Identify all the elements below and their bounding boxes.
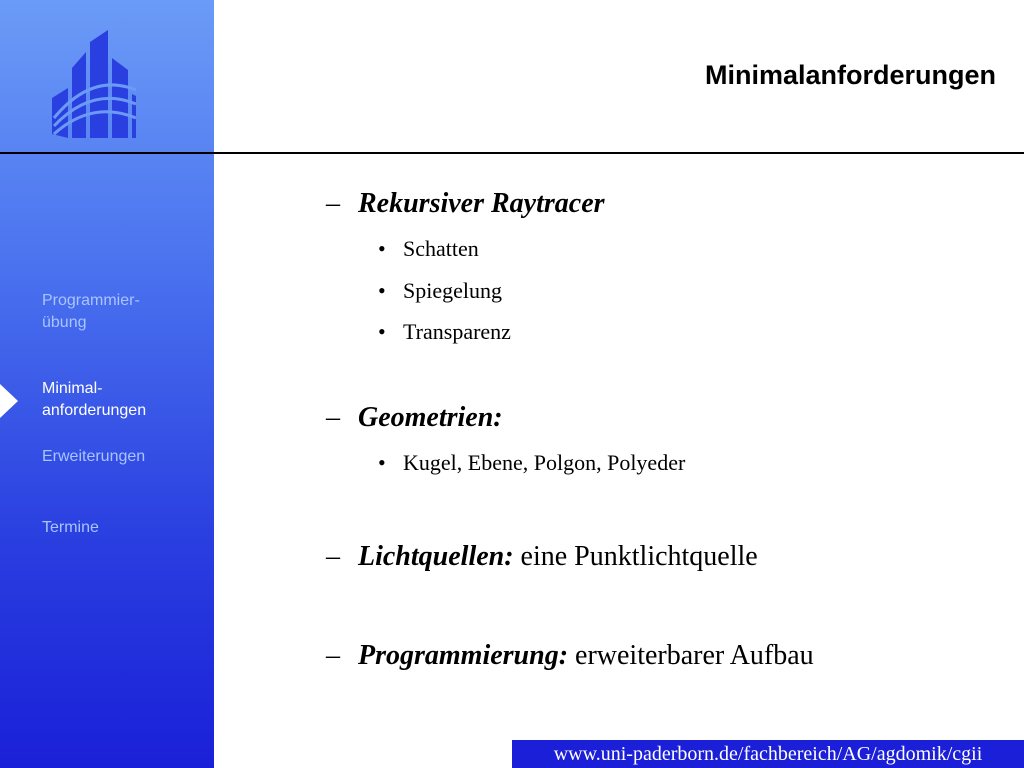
heading: Lichtquellen: — [358, 541, 514, 572]
list-item: • Transparenz — [378, 319, 511, 344]
nav-item-termine[interactable]: Termine — [42, 519, 99, 536]
list-item: • Schatten — [378, 236, 479, 261]
bullet-rekursiver-raytracer: – Rekursiver Raytracer — [326, 188, 605, 219]
heading: Geometrien: — [358, 402, 503, 433]
nav-item-programmieruebung[interactable]: Programmier- übung — [42, 292, 140, 331]
heading: Rekursiver Raytracer — [358, 188, 605, 219]
heading: Programmierung: — [358, 640, 569, 671]
nav-item-minimalanforderungen[interactable]: Minimal- anforderungen — [42, 380, 147, 419]
list-item: • Kugel, Ebene, Polgon, Polyeder — [378, 450, 686, 475]
footer-url-link[interactable]: www.uni-paderborn.de/fachbereich/AG/agdomik/cgii — [512, 740, 1024, 768]
bullet-programmierung: – Programmierung: erweiterbarer Aufbau — [326, 640, 814, 671]
nav-item-erweiterungen[interactable]: Erweiterungen — [42, 448, 146, 465]
page-title: Minimalanforderungen — [704, 60, 996, 90]
bullet-lichtquellen: – Lichtquellen: eine Punktlichtquelle — [326, 541, 758, 572]
list-item: • Spiegelung — [378, 278, 502, 303]
bullet-geometrien: – Geometrien: — [326, 402, 503, 433]
